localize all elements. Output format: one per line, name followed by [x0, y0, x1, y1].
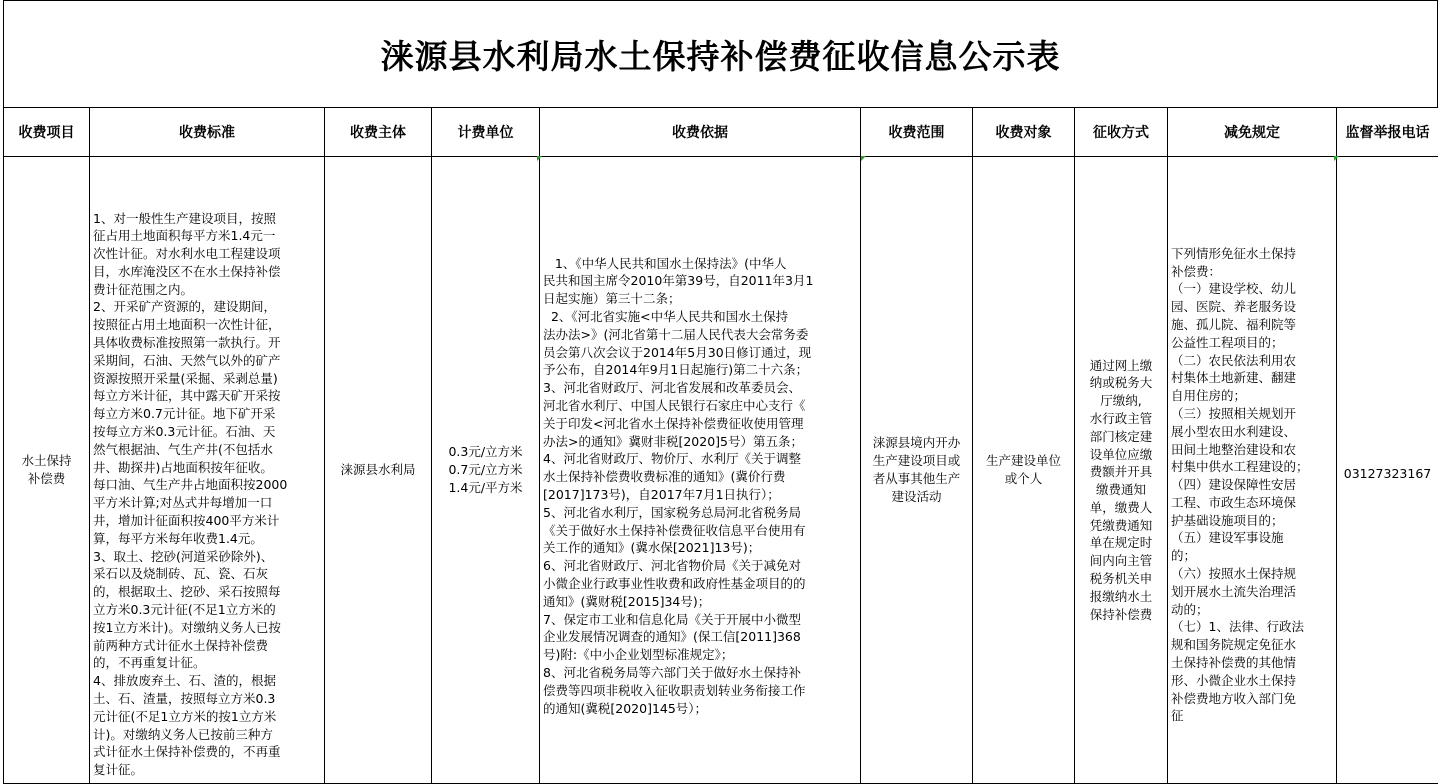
cell-exemption-text: 下列情形免征水土保持 补偿费： （一）建设学校、幼儿 园、医院、养老服务设 施、孤儿院、福利院等 公益性工程项目的； （二）农民依法利用农 村集体土地新建、翻建 自用住房的； （三）按照相关规划开 展小型农田水利建设、 田间土地整治建设和农 村集中供水工程建设的； （四）建设保障性安居 工程、市政生态环境保 护基础设施项目的； （五）建设军事设施 的； （六）按照水土保持规 划开展水土流失治理活 动的； （七）1、法律、行政法 规和国务院规定免征水 土保持补偿费的其他情 形、小微企业水土保持 补偿费地方收入部门免 征 — [1171, 245, 1309, 724]
table-row — [4, 157, 1439, 784]
cell-item[interactable] — [4, 157, 90, 784]
cell-exemption[interactable] — [1168, 157, 1337, 784]
cell-comment-marker — [537, 156, 542, 161]
cell-scope-text: 涞源县境内开办 生产建设项目或 者从事其他生产 建设活动 — [872, 435, 961, 504]
cell-target-text: 生产建设单位 或个人 — [985, 453, 1061, 486]
cell-phone-text: 03127323167 — [1343, 466, 1432, 482]
cell-standard[interactable] — [90, 157, 325, 784]
cell-scope[interactable] — [861, 157, 973, 784]
cell-method[interactable] — [1075, 157, 1168, 784]
header-cell-unit[interactable]: 计费单位 — [432, 108, 540, 157]
cell-comment-marker — [861, 156, 866, 161]
cell-unit[interactable] — [432, 157, 540, 784]
header-cell-phone[interactable]: 监督举报电话 — [1337, 108, 1439, 157]
cell-target[interactable] — [973, 157, 1075, 784]
header-cell-exemption[interactable]: 减免规定 — [1168, 108, 1337, 157]
cell-comment-marker — [1334, 156, 1339, 161]
header-cell-standard[interactable]: 收费标准 — [90, 108, 325, 157]
cell-phone[interactable] — [1337, 157, 1439, 784]
cell-basis[interactable] — [540, 157, 861, 784]
header-row — [4, 108, 1439, 157]
header-cell-item[interactable]: 收费项目 — [4, 108, 90, 157]
header-cell-scope[interactable]: 收费范围 — [861, 108, 973, 157]
cell-basis-text: 1、《中华人民共和国水土保持法》(中华人 民共和国主席令2010年第39号，自2011年3月1 日起实施）第三十二条； 2、《河北省实施<中华人民共和国水土保持 法办法>》(河北省第十二届人民代表大会常务委 员会第八次会议于2014年5月30日修订通过，现 予公布，自2014年9月1日起施行)第二十六条； 3、河北省财政厅、河北省发展和改革委员会、 河北省水利厅、中国人民银行石家庄中心支行《 关于印发<河北省水土保持补偿费征收使用管理 办法>的通知》冀财非税[2020]5号）第五条； 4、河北省财政厅、物价厅、水利厅《关于调整 水土保持补偿费收费标准的通知》(冀价行费 [2017]173号)，自2017年7月1日执行）； 5、河北省水利厅，国家税务总局河北省税务局 《关于做好水土保持补偿费征收信息平台使用有 关工作的通知》(冀水保[2021]13号)； 6、河北省财政厅、河北省物价局《关于减免对 小微企业行政事业性收费和政府性基金项目的的 通知》(冀财税[2015]34号)； 7、保定市工业和信息化局《关于开展中小微型 企业发展情况调查的通知》(保工信[2011]368 号)附:《中小企业划型标准规定》； 8、河北省税务局等六部门关于做好水土保持补 偿费等四项非税收入征收职责划转业务衔接工作 的通知(冀税[2020]145号）； — [543, 255, 814, 716]
fee-table — [3, 107, 1439, 784]
header-cell-basis[interactable]: 收费依据 — [540, 108, 861, 157]
sheet-margin — [1438, 0, 1449, 784]
cell-standard-text: 1、对一般性生产建设项目，按照 征占用土地面积每平方米1.4元一 次性计征。对水利水电工程建设项 目，水库淹没区不在水土保持补偿 费计征范围之内。 2、开采矿产资源的，建设期间， 按照征占用土地面积一次性计征， 具体收费标准按照第一款执行。开 采期间，石油、天然气以外的矿产 资源按照开采量(采掘、采剥总量) 每立方米计征，其中露天矿开采按 每立方米0.7元计征。地下矿开采 按每立方米0.3元计征。石油、天 然气根据油、气生产井(不包括水 井、勘探井)占地面积按年征收。 每口油、气生产井占地面积按2000 平方米计算;对丛式井每增加一口 井，增加计征面积按400平方米计 算，每平方米每年收费1.4元。 3、取土、挖砂(河道采砂除外)、 采石以及烧制砖、瓦、瓷、石灰 的，根据取土、挖砂、采石按照每 立方米0.3元计征(不足1立方米的 按1立方米计)。对缴纳义务人已按 前两种方式计征水土保持补偿费 的，不再重复计征。 4、排放废弃土、石、渣的，根据 土、石、渣量，按照每立方米0.3 元计征(不足1立方米的按1立方米 计)。对缴纳义务人已按前三种方 式计征水土保持补偿费的，不再重 复计征。 — [93, 210, 288, 778]
header-cell-body[interactable]: 收费主体 — [325, 108, 432, 157]
title-cell[interactable] — [3, 0, 1438, 108]
cell-method-text: 通过网上缴 纳或税务大 厅缴纳, 水行政主管 部门核定建 设单位应缴 费额并开具 缴费通知 单，缴费人 凭缴费通知 单在规定时 间内向主管 税务机关申 报缴纳水土 保持补偿费 — [1089, 357, 1153, 622]
cell-body[interactable] — [325, 157, 432, 784]
cell-item-text: 水土保持 补偿费 — [21, 453, 72, 486]
page-title: 涞源县水利局水土保持补偿费征收信息公示表 — [380, 36, 1061, 76]
header-cell-method[interactable]: 征收方式 — [1075, 108, 1168, 157]
header-cell-target[interactable]: 收费对象 — [973, 108, 1075, 157]
cell-unit-text: 0.3元/立方米 0.7元/立方米 1.4元/平方米 — [448, 444, 523, 495]
cell-body-text: 涞源县水利局 — [340, 462, 416, 478]
